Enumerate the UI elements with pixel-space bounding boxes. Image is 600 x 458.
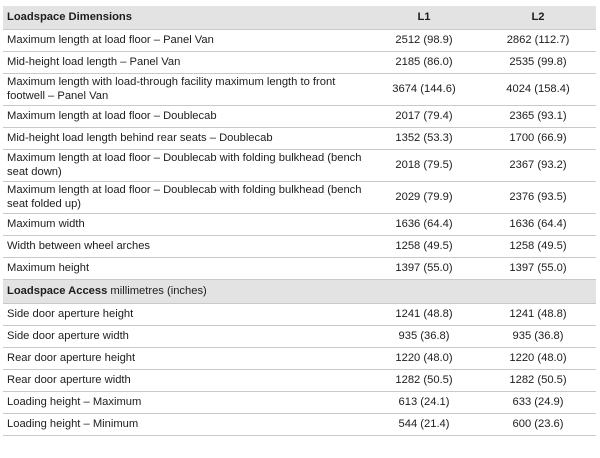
table-row: [3, 106, 596, 128]
row-value-l1: 1258 (49.5): [368, 236, 480, 258]
row-value-l2: 1220 (48.0): [480, 348, 596, 370]
row-value-l2: 1258 (49.5): [480, 236, 596, 258]
row-value-l1: 1282 (50.5): [368, 370, 480, 392]
table-row: [3, 258, 596, 280]
column-header-l1: L1: [368, 6, 480, 30]
row-value-l1: 613 (24.1): [368, 392, 480, 414]
row-value-l2: 2535 (99.8): [480, 52, 596, 74]
row-value-l2: 1241 (48.8): [480, 304, 596, 326]
table-row: [3, 414, 596, 436]
row-value-l2: 2367 (93.2): [480, 150, 596, 182]
row-value-l1: 544 (21.4): [368, 414, 480, 436]
access-section-title: [3, 280, 596, 304]
access-section-unit: millimetres (inches): [107, 284, 207, 297]
row-label: Mid-height load length behind rear seats – Doublecab: [3, 128, 368, 150]
row-value-l1: 2512 (98.9): [368, 30, 480, 52]
row-value-l1: 2018 (79.5): [368, 150, 480, 182]
row-label: Maximum length at load floor – Doublecab with folding bulkhead (bench seat down): [3, 150, 368, 182]
table-row: [3, 304, 596, 326]
dimensions-section-title: Loadspace Dimensions: [3, 6, 368, 30]
table-row: [3, 52, 596, 74]
loadspace-spec-table: [3, 6, 596, 436]
table-row: [3, 74, 596, 106]
table-row: [3, 182, 596, 214]
row-value-l2: 1700 (66.9): [480, 128, 596, 150]
table-row: [3, 214, 596, 236]
row-value-l1: 2017 (79.4): [368, 106, 480, 128]
row-value-l1: 1220 (48.0): [368, 348, 480, 370]
table-row: [3, 370, 596, 392]
row-label: Width between wheel arches: [3, 236, 368, 258]
row-value-l1: 1241 (48.8): [368, 304, 480, 326]
row-value-l1: 2029 (79.9): [368, 182, 480, 214]
row-label: Side door aperture height: [3, 304, 368, 326]
row-label: Maximum length at load floor – Doublecab with folding bulkhead (bench seat folded up): [3, 182, 368, 214]
row-label: Maximum length at load floor – Doublecab: [3, 106, 368, 128]
row-label: Maximum length with load-through facility maximum length to front footwell – Panel Van: [3, 74, 368, 106]
table-row: [3, 150, 596, 182]
row-value-l2: 1397 (55.0): [480, 258, 596, 280]
row-value-l2: 600 (23.6): [480, 414, 596, 436]
access-section-header-row: [3, 280, 596, 304]
row-value-l2: 1636 (64.4): [480, 214, 596, 236]
row-label: Loading height – Minimum: [3, 414, 368, 436]
table-row: [3, 236, 596, 258]
row-value-l1: 3674 (144.6): [368, 74, 480, 106]
table-row: [3, 128, 596, 150]
row-value-l2: 2365 (93.1): [480, 106, 596, 128]
row-label: Maximum length at load floor – Panel Van: [3, 30, 368, 52]
row-label: Loading height – Maximum: [3, 392, 368, 414]
row-value-l2: 1282 (50.5): [480, 370, 596, 392]
access-section-title-bold: Loadspace Access: [7, 284, 108, 297]
table-row: [3, 326, 596, 348]
row-label: Mid-height load length – Panel Van: [3, 52, 368, 74]
table-header-row: [3, 6, 596, 30]
row-value-l2: 4024 (158.4): [480, 74, 596, 106]
row-value-l1: 1636 (64.4): [368, 214, 480, 236]
row-value-l2: 633 (24.9): [480, 392, 596, 414]
row-label: Side door aperture width: [3, 326, 368, 348]
row-label: Rear door aperture height: [3, 348, 368, 370]
row-value-l2: 2376 (93.5): [480, 182, 596, 214]
table-row: [3, 30, 596, 52]
row-value-l2: 2862 (112.7): [480, 30, 596, 52]
row-label: Rear door aperture width: [3, 370, 368, 392]
table-row: [3, 392, 596, 414]
row-value-l1: 935 (36.8): [368, 326, 480, 348]
row-label: Maximum height: [3, 258, 368, 280]
row-label: Maximum width: [3, 214, 368, 236]
row-value-l1: 1397 (55.0): [368, 258, 480, 280]
column-header-l2: L2: [480, 6, 596, 30]
row-value-l2: 935 (36.8): [480, 326, 596, 348]
table-row: [3, 348, 596, 370]
row-value-l1: 2185 (86.0): [368, 52, 480, 74]
row-value-l1: 1352 (53.3): [368, 128, 480, 150]
